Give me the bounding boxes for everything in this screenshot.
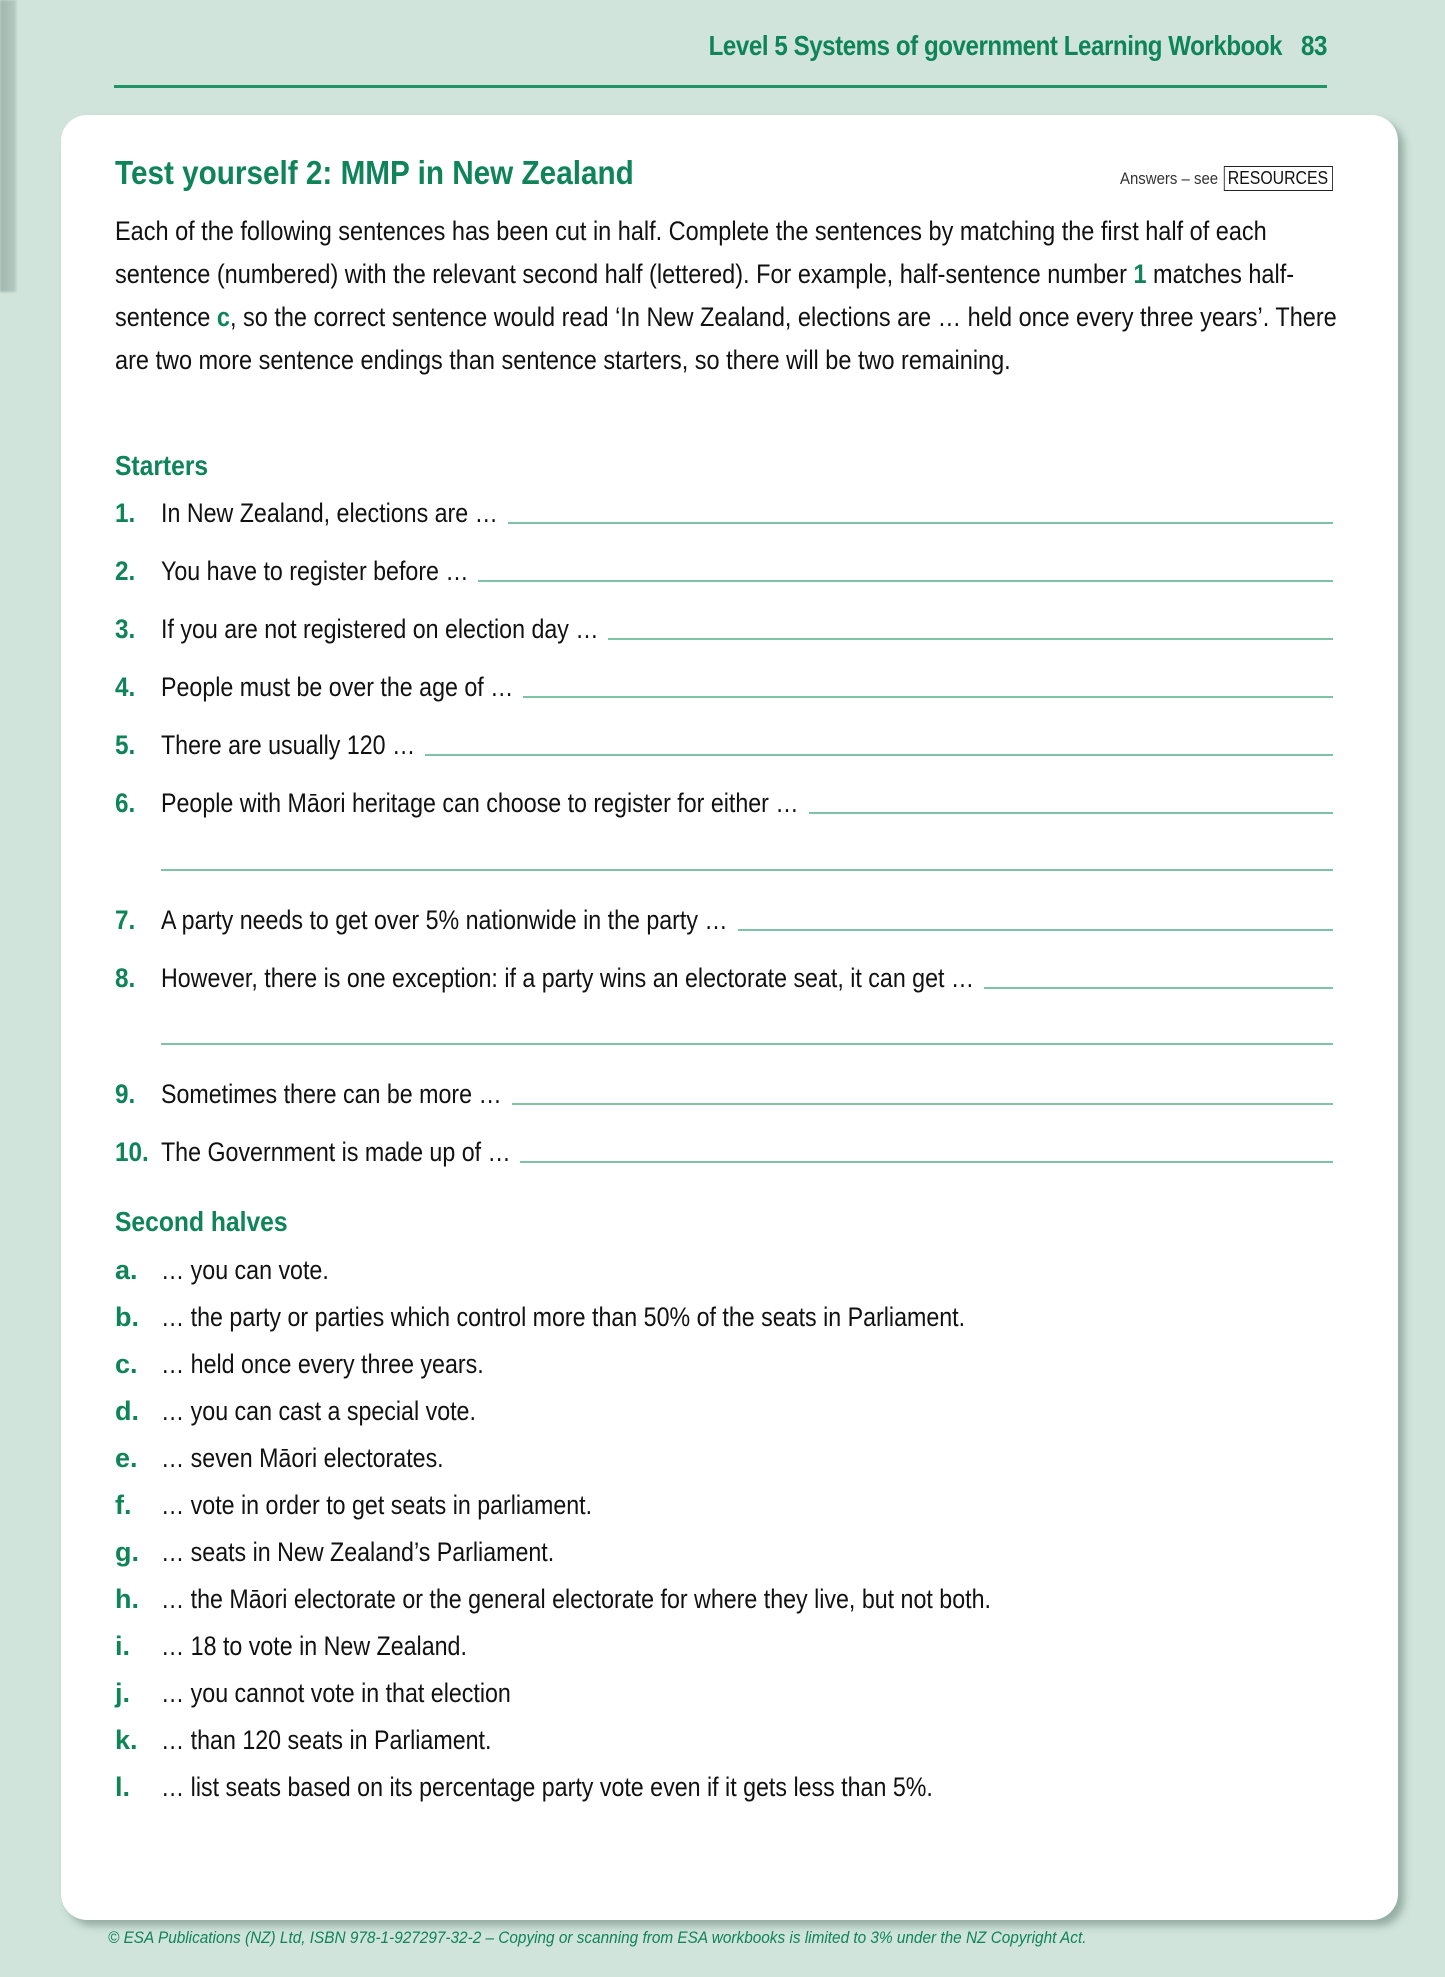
second-half-text: … seven Māori electorates. — [161, 1442, 444, 1473]
copyright-footer: © ESA Publications (NZ) Ltd, ISBN 978-1-927297-32-2 – Copying or scanning from ESA workbooks is limited to 3% under the NZ Copyright Act. — [108, 1929, 1087, 1947]
starter-text: However, there is one exception: if a party wins an electorate seat, it can get … — [161, 963, 975, 993]
second-half-item — [115, 1534, 618, 1570]
answer-blank[interactable] — [512, 1102, 1333, 1105]
second-half-text: … than 120 seats in Parliament. — [161, 1724, 492, 1755]
second-half-text: … 18 to vote in New Zealand. — [161, 1630, 467, 1661]
second-half-item — [115, 1346, 536, 1382]
starter-item — [115, 606, 1333, 646]
second-half-letter: i. — [115, 1630, 131, 1661]
second-half-item — [115, 1299, 1096, 1335]
second-halves-heading: Second halves — [115, 1206, 288, 1237]
second-half-letter: c. — [115, 1348, 138, 1379]
answer-blank[interactable] — [608, 637, 1333, 640]
answer-blank[interactable] — [425, 753, 1333, 756]
second-half-item — [115, 1769, 1059, 1805]
second-half-letter: j. — [115, 1677, 131, 1708]
starter-item — [115, 780, 1333, 820]
answer-blank[interactable] — [523, 695, 1333, 698]
second-half-item — [115, 1675, 568, 1711]
second-half-item — [115, 1722, 545, 1758]
starter-number: 8. — [115, 963, 136, 993]
answer-blank[interactable] — [984, 986, 1333, 989]
second-half-item — [115, 1252, 356, 1288]
starter-number: 9. — [115, 1079, 136, 1109]
starter-text: People with Māori heritage can choose to register for either … — [161, 788, 799, 818]
second-half-letter: g. — [115, 1536, 139, 1567]
starter-number: 7. — [115, 905, 136, 935]
second-half-text: … seats in New Zealand’s Parliament. — [161, 1536, 555, 1567]
answer-blank-continuation[interactable] — [161, 1043, 1333, 1045]
example-letter: c — [216, 302, 230, 332]
resources-link[interactable]: RESOURCES — [1224, 166, 1333, 191]
starter-item — [115, 1071, 1333, 1111]
answer-blank[interactable] — [738, 928, 1333, 931]
starter-text: There are usually 120 … — [161, 730, 416, 760]
second-half-item — [115, 1628, 517, 1664]
starter-text: The Government is made up of … — [161, 1137, 511, 1167]
second-half-item — [115, 1487, 662, 1523]
starter-text: If you are not registered on election day … — [161, 614, 599, 644]
second-half-letter: d. — [115, 1395, 139, 1426]
answer-blank[interactable] — [520, 1160, 1333, 1163]
starters-heading: Starters — [115, 450, 209, 481]
second-half-item — [115, 1440, 490, 1476]
page-number: 83 — [1301, 30, 1327, 61]
second-half-text: … you cannot vote in that election — [161, 1677, 511, 1708]
starter-item — [115, 722, 1333, 762]
starter-item — [115, 1129, 1333, 1169]
second-half-letter: h. — [115, 1583, 139, 1614]
answers-reference — [1120, 166, 1333, 191]
activity-title: Test yourself 2: MMP in New Zealand — [115, 154, 634, 191]
starter-number: 5. — [115, 730, 136, 760]
second-half-letter: l. — [115, 1771, 131, 1802]
starter-number: 2. — [115, 556, 136, 586]
second-half-text: … the party or parties which control more than 50% of the seats in Parliament. — [161, 1301, 966, 1332]
starter-item — [115, 548, 1333, 588]
answer-blank-continuation[interactable] — [161, 869, 1333, 871]
header-rule — [114, 85, 1327, 88]
starter-number: 1. — [115, 498, 136, 528]
workbook-title: Level 5 Systems of government Learning Workbook — [708, 30, 1283, 61]
second-half-letter: k. — [115, 1724, 138, 1755]
starter-text: A party needs to get over 5% nationwide in the party … — [161, 905, 728, 935]
instructions-text: Each of the following sentences has been cut in half. Complete the sentences by matching the first half of each sentence (numbered) with the relevant second half (lettered). For example, half-sentence number — [115, 216, 1267, 289]
second-half-letter: e. — [115, 1442, 138, 1473]
second-half-text: … you can vote. — [161, 1254, 329, 1285]
answer-blank[interactable] — [809, 811, 1333, 814]
page-edge-strip — [0, 0, 16, 292]
second-half-item — [115, 1581, 1126, 1617]
second-half-letter: b. — [115, 1301, 139, 1332]
second-half-letter: f. — [115, 1489, 132, 1520]
second-half-text: … you can cast a special vote. — [161, 1395, 476, 1426]
starter-item — [115, 490, 1333, 530]
second-half-letter: a. — [115, 1254, 138, 1285]
starter-text: Sometimes there can be more … — [161, 1079, 502, 1109]
answers-label: Answers – see — [1120, 168, 1219, 188]
second-half-text: … held once every three years. — [161, 1348, 484, 1379]
second-half-text: … the Māori electorate or the general electorate for where they live, but not both. — [161, 1583, 991, 1614]
answer-blank[interactable] — [478, 579, 1333, 582]
starter-text: People must be over the age of … — [161, 672, 514, 702]
answer-blank[interactable] — [508, 521, 1333, 524]
starter-number: 6. — [115, 788, 136, 818]
instructions-text: , so the correct sentence would read ‘In New Zealand, elections are … held once every three years’. There are two more sentence endings than sentence starters, so there will be two remaining. — [115, 302, 1337, 375]
instructions-text: matches half-sentence — [115, 259, 1295, 332]
starter-text: In New Zealand, elections are … — [161, 498, 498, 528]
running-head — [709, 30, 1327, 62]
instructions — [115, 210, 1343, 382]
second-half-text: … list seats based on its percentage party vote even if it gets less than 5%. — [161, 1771, 933, 1802]
starter-item — [115, 897, 1333, 937]
starter-number: 4. — [115, 672, 136, 702]
starter-item — [115, 955, 1333, 995]
second-half-item — [115, 1393, 527, 1429]
second-half-text: … vote in order to get seats in parliament. — [161, 1489, 593, 1520]
example-number: 1 — [1133, 259, 1147, 289]
starter-number: 10. — [115, 1137, 149, 1167]
starter-text: You have to register before … — [161, 556, 469, 586]
starter-number: 3. — [115, 614, 136, 644]
starter-item — [115, 664, 1333, 704]
